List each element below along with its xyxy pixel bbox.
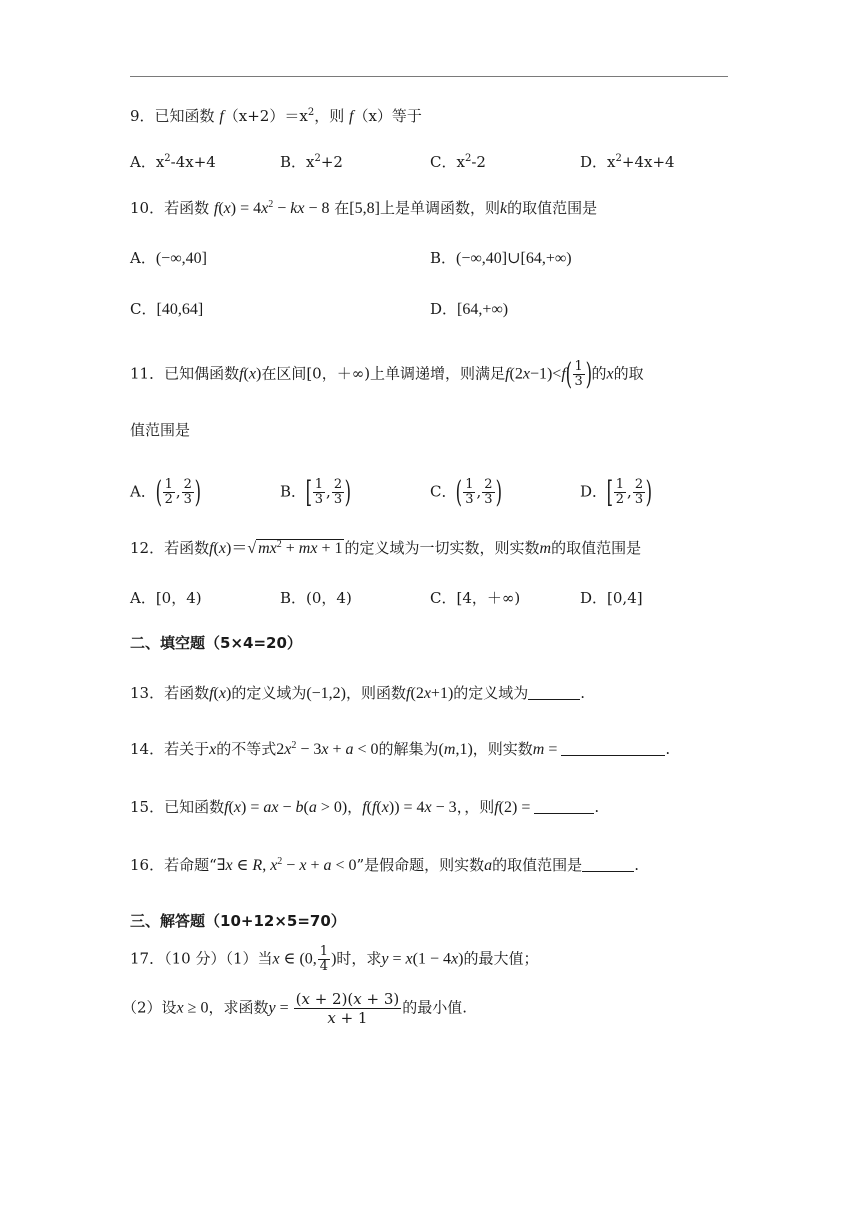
question-17-part-2: （2）设x ≥ 0，求函数y = $\frac{(x + 2)(x + 3)}{x + 1}$ 的最小值.: [122, 990, 468, 1027]
question-9-option-b: B．$x^2+2$: [280, 153, 343, 171]
question-17-part-1: 17．（10 分）（1）当x ∈ (0, $\frac{1}{4}$ )时，求y = x(1 − 4x)的最大值；: [130, 944, 539, 974]
question-12-option-a: A．[0，4): [130, 589, 202, 607]
question-11-option-b: B．[ $\frac{1}{3}$ , $\frac{2}{3}$ ): [280, 474, 352, 510]
question-11-stem-cont: 值范围是: [130, 421, 191, 439]
question-10-stem: 10．若函数 $f(x) = 4x^2$ − kx − 8 在[5,8]上是单调函数，则k的取值范围是: [130, 199, 598, 217]
question-12-option-b: B．(0，4): [280, 589, 352, 607]
question-9-option-a: A．$x^2-4x+4$: [130, 153, 216, 171]
question-10-option-c: C．[40,64]: [130, 300, 204, 318]
question-11-option-c: C．( $\frac{1}{3}$ , $\frac{2}{3}$ ): [430, 474, 502, 510]
question-10-option-d: D．[64,+∞): [430, 300, 509, 318]
question-9-option-d: D．$x^2+4x+4$: [580, 153, 675, 171]
question-12-option-d: D．[0,4]: [580, 589, 643, 607]
section-solutions-heading: 三、解答题（10+12×5=70）: [130, 912, 346, 930]
question-11-stem: 11．已知偶函数f(x)在区间[0，＋∞)上单调递增，则满足f(2x−1)<f( $\frac{1}{3}$ )的x的取: [130, 356, 644, 392]
question-13: 13．若函数f(x)的定义域为(−1,2)，则函数f(2x+1)的定义域为 .: [130, 684, 586, 702]
question-9-stem: 9．已知函数 $f(x+2)=x^2$，则 f（x）等于: [130, 107, 422, 125]
question-12-stem: 12．若函数f(x)＝√ $mx^2$ + mx + 1 的定义域为一切实数，则实数m的取值范围是: [130, 539, 642, 557]
question-15: 15．已知函数f(x) = ax − b(a > 0)，f(f(x)) = 4x − 3，，则f(2) = .: [130, 798, 600, 816]
question-11-option-a: A．( $\frac{1}{2}$ , $\frac{2}{3}$ ): [130, 474, 201, 510]
question-9-option-c: C．$x^2-2$: [430, 153, 486, 171]
question-10-option-a: A．(−∞,40]: [130, 249, 207, 267]
question-10-option-b: B．(−∞,40]∪[64,+∞): [430, 249, 572, 267]
question-14: 14．若关于x的不等式$2x^2 - 3x + a < 0$的解集为(m,1)，则实数m = .: [130, 740, 671, 758]
section-fill-in-heading: 二、填空题（5×4=20）: [130, 634, 302, 652]
question-11-option-d: D．[ $\frac{1}{2}$ , $\frac{2}{3}$ ): [580, 474, 653, 510]
header-rule: [130, 76, 728, 77]
question-12-option-c: C．[4，＋∞): [430, 589, 521, 607]
question-16: 16．若命题“∃x ∈ R, $x^2 - x + a < 0$”是假命题，则实数a的取值范围是 .: [130, 856, 639, 874]
